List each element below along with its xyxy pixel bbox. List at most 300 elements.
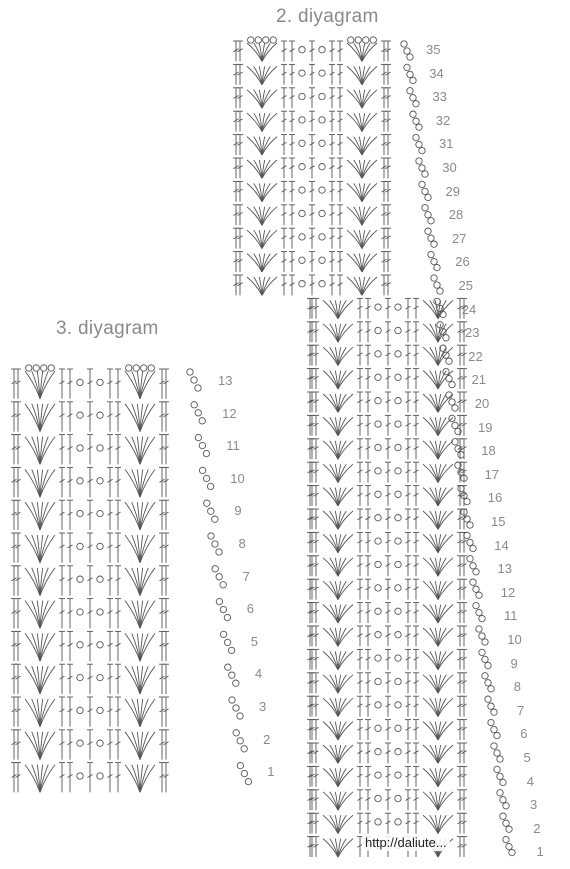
ring-stitch: [375, 678, 381, 684]
edge-chain-stitch: [422, 171, 428, 177]
edge-chain-stitch: [497, 790, 503, 796]
edge-chain-stitch: [473, 569, 479, 575]
ring-stitch: [395, 491, 401, 497]
shell-stitch: [25, 601, 55, 629]
ring-stitch: [375, 772, 381, 778]
row-number-label: 18: [481, 443, 496, 459]
shell-stitch: [423, 417, 453, 435]
edge-chain-stitch: [233, 705, 239, 711]
shell-stitch: [323, 768, 353, 786]
ring-stitch: [319, 140, 325, 146]
edge-chain-stitch: [401, 41, 407, 47]
shell-stitch: [347, 137, 377, 155]
row-number-label: 6: [246, 601, 254, 617]
edge-chain-stitch: [476, 592, 482, 598]
edge-chain-stitch: [452, 439, 458, 445]
edge-chain-stitch: [500, 779, 506, 785]
edge-chain-stitch: [241, 770, 247, 776]
edge-chain-stitch: [434, 282, 440, 288]
ring-stitch: [375, 561, 381, 567]
shell-stitch: [323, 371, 353, 389]
edge-chain-stitch: [422, 205, 428, 211]
shell-stitch: [323, 441, 353, 459]
shell-stitch: [125, 469, 155, 497]
row-number-label: 29: [445, 183, 460, 199]
shell-stitch: [423, 488, 453, 506]
shell-stitch: [25, 633, 55, 661]
watermark: http://daliute...: [362, 834, 450, 851]
ring-stitch: [319, 164, 325, 170]
edge-chain-stitch: [458, 452, 464, 458]
shell-stitch: [423, 815, 453, 833]
edge-chain-stitch: [443, 335, 449, 341]
row-number-label: 12: [222, 405, 237, 421]
edge-chain-stitch: [473, 602, 479, 608]
edge-chain-stitch: [207, 483, 213, 489]
ring-stitch: [77, 379, 83, 385]
ring-stitch: [77, 740, 83, 746]
edge-chain-stitch: [479, 615, 485, 621]
edge-chain-stitch: [216, 549, 222, 555]
shell-stitch: [247, 230, 277, 248]
ring-stitch: [395, 538, 401, 544]
ring-stitch: [375, 819, 381, 825]
row-number-label: 8: [238, 536, 246, 551]
edge-chain-stitch: [434, 298, 440, 304]
edge-chain-stitch: [199, 418, 205, 424]
shell-stitch: [25, 535, 55, 563]
shell-stitch: [125, 535, 155, 563]
chain-stitch: [255, 37, 261, 43]
shell-stitch: [323, 558, 353, 576]
edge-chain-stitch: [485, 696, 491, 702]
ring-stitch: [375, 538, 381, 544]
shell-stitch: [25, 765, 55, 793]
edge-chain-stitch: [208, 533, 214, 539]
chain-stitch: [248, 37, 254, 43]
shell-stitch: [247, 137, 277, 155]
shell-stitch: [323, 534, 353, 552]
edge-chain-stitch: [199, 442, 205, 448]
edge-chain-stitch: [237, 762, 243, 768]
shell-stitch: [423, 698, 453, 716]
shell-stitch: [125, 568, 155, 596]
ring-stitch: [299, 234, 305, 240]
shell-stitch: [125, 502, 155, 530]
shell-stitch: [347, 230, 377, 248]
shell-stitch: [323, 581, 353, 599]
row-number-label: 28: [448, 207, 464, 223]
edge-chain-stitch: [413, 134, 419, 140]
row-number-label: 14: [494, 537, 509, 553]
ring-stitch: [319, 117, 325, 123]
row-number-label: 24: [461, 301, 477, 317]
edge-chain-stitch: [464, 498, 470, 504]
shell-stitch: [423, 651, 453, 669]
ring-stitch: [97, 445, 103, 451]
edge-chain-stitch: [494, 732, 500, 738]
edge-chain-stitch: [204, 500, 210, 506]
diagram-2-title: 2. diyagram: [276, 6, 379, 27]
edge-chain-stitch: [195, 410, 201, 416]
row-number-label: 31: [439, 136, 454, 152]
shell-stitch: [347, 207, 377, 225]
row-number-label: 9: [234, 503, 242, 519]
row-number-label: 7: [242, 568, 250, 584]
row-number-label: 16: [487, 490, 503, 506]
edge-chain-stitch: [506, 843, 512, 849]
row-number-label: 27: [452, 230, 467, 246]
shell-stitch: [347, 113, 377, 131]
edge-chain-stitch: [191, 402, 197, 408]
shell-stitch: [25, 568, 55, 596]
shell-stitch: [25, 365, 55, 399]
edge-chain-stitch: [503, 803, 509, 809]
ring-stitch: [375, 795, 381, 801]
edge-chain-stitch: [428, 251, 434, 257]
ring-stitch: [395, 444, 401, 450]
ring-stitch: [97, 642, 103, 648]
edge-chain-stitch: [220, 582, 226, 588]
shell-stitch: [323, 605, 353, 623]
row-number-label: 11: [504, 608, 518, 624]
shell-stitch: [25, 699, 55, 727]
diagram-2: [233, 37, 515, 857]
edge-chain-stitch: [497, 756, 503, 762]
edge-chain-stitch: [410, 77, 416, 83]
edge-chain-stitch: [476, 609, 482, 615]
edge-chain-stitch: [470, 563, 476, 569]
edge-chain-stitch: [503, 820, 509, 826]
shell-stitch: [323, 488, 353, 506]
row-number-label: 6: [520, 726, 528, 742]
shell-stitch: [323, 417, 353, 435]
ring-stitch: [375, 374, 381, 380]
ring-stitch: [375, 702, 381, 708]
edge-chain-stitch: [416, 158, 422, 164]
edge-chain-stitch: [195, 385, 201, 391]
shell-stitch: [347, 37, 377, 62]
ring-stitch: [375, 632, 381, 638]
ring-stitch: [395, 702, 401, 708]
edge-chain-stitch: [241, 746, 247, 752]
ring-stitch: [77, 576, 83, 582]
shell-stitch: [423, 394, 453, 412]
ring-stitch: [97, 707, 103, 713]
edge-chain-stitch: [479, 633, 485, 639]
ring-stitch: [77, 445, 83, 451]
edge-chain-stitch: [212, 516, 218, 522]
chain-stitch: [48, 365, 54, 371]
chain-stitch: [370, 37, 376, 43]
edge-chain-stitch: [404, 48, 410, 54]
ring-stitch: [395, 304, 401, 310]
shell-stitch: [25, 666, 55, 694]
shell-stitch: [247, 113, 277, 131]
shell-stitch: [247, 90, 277, 108]
ring-stitch: [319, 210, 325, 216]
edge-chain-stitch: [199, 467, 205, 473]
row-number-label: 20: [474, 396, 490, 411]
ring-stitch: [375, 421, 381, 427]
shell-stitch: [323, 745, 353, 763]
row-number-label: 35: [426, 42, 441, 57]
diagram-3-title: 3. diyagram: [56, 318, 159, 339]
row-number-label: 13: [497, 561, 512, 577]
row-number-label: 13: [218, 373, 233, 388]
edge-chain-stitch: [485, 662, 491, 668]
ring-stitch: [375, 515, 381, 521]
edge-chain-stitch: [467, 556, 473, 562]
edge-chain-stitch: [416, 124, 422, 130]
chain-stitch: [133, 365, 139, 371]
ring-stitch: [97, 510, 103, 516]
edge-chain-stitch: [464, 532, 470, 538]
shell-stitch: [323, 324, 353, 342]
shell-stitch: [323, 347, 353, 365]
shell-stitch: [323, 839, 353, 857]
edge-chain-stitch: [491, 709, 497, 715]
row-number-label: 9: [510, 655, 518, 671]
edge-chain-stitch: [434, 264, 440, 270]
shell-stitch: [423, 768, 453, 786]
shell-stitch: [423, 511, 453, 529]
shell-stitch: [323, 511, 353, 529]
edge-chain-stitch: [212, 541, 218, 547]
shell-stitch: [25, 732, 55, 760]
shell-stitch: [347, 66, 377, 84]
edge-chain-stitch: [488, 719, 494, 725]
shell-stitch: [347, 90, 377, 108]
shell-stitch: [423, 675, 453, 693]
row-number-label: 22: [468, 348, 483, 364]
ring-stitch: [77, 543, 83, 549]
shell-stitch: [323, 394, 353, 412]
edge-chain-stitch: [216, 598, 222, 604]
ring-stitch: [395, 515, 401, 521]
ring-stitch: [319, 257, 325, 263]
ring-stitch: [395, 468, 401, 474]
shell-stitch: [25, 469, 55, 497]
edge-chain-stitch: [437, 288, 443, 294]
chain-stitch: [26, 365, 32, 371]
shell-stitch: [125, 365, 155, 399]
ring-stitch: [319, 47, 325, 53]
ring-stitch: [395, 608, 401, 614]
edge-chain-stitch: [216, 574, 222, 580]
ring-stitch: [97, 609, 103, 615]
ring-stitch: [299, 70, 305, 76]
edge-chain-stitch: [416, 141, 422, 147]
shell-stitch: [247, 160, 277, 178]
edge-chain-stitch: [407, 54, 413, 60]
ring-stitch: [97, 478, 103, 484]
shell-stitch: [423, 722, 453, 740]
shell-stitch: [323, 628, 353, 646]
edge-chain-stitch: [208, 508, 214, 514]
ring-stitch: [395, 585, 401, 591]
chain-stitch: [363, 37, 369, 43]
edge-chain-stitch: [494, 766, 500, 772]
edge-chain-stitch: [419, 147, 425, 153]
shell-stitch: [247, 183, 277, 201]
ring-stitch: [375, 655, 381, 661]
ring-stitch: [395, 327, 401, 333]
edge-chain-stitch: [228, 647, 234, 653]
row-number-label: 10: [507, 632, 522, 647]
row-number-label: 34: [429, 65, 444, 81]
row-number-label: 2: [263, 731, 271, 747]
row-number-label: 33: [432, 89, 447, 105]
ring-stitch: [375, 585, 381, 591]
edge-chain-stitch: [237, 713, 243, 719]
ring-stitch: [97, 576, 103, 582]
chain-stitch: [348, 37, 354, 43]
shell-stitch: [247, 37, 277, 62]
ring-stitch: [395, 374, 401, 380]
edge-chain-stitch: [220, 606, 226, 612]
chain-stitch: [141, 365, 147, 371]
edge-chain-stitch: [233, 680, 239, 686]
shell-stitch: [423, 534, 453, 552]
row-number-label: 4: [526, 773, 534, 789]
shell-stitch: [423, 300, 453, 318]
shell-stitch: [125, 699, 155, 727]
row-number-label: 7: [517, 702, 525, 718]
edge-chain-stitch: [225, 664, 231, 670]
ring-stitch: [395, 772, 401, 778]
shell-stitch: [247, 66, 277, 84]
ring-stitch: [395, 678, 401, 684]
row-number-label: 3: [530, 797, 538, 813]
ring-stitch: [77, 674, 83, 680]
edge-chain-stitch: [470, 579, 476, 585]
ring-stitch: [299, 93, 305, 99]
ring-stitch: [375, 327, 381, 333]
ring-stitch: [395, 561, 401, 567]
ring-stitch: [375, 351, 381, 357]
edge-chain-stitch: [431, 241, 437, 247]
edge-chain-stitch: [482, 656, 488, 662]
edge-chain-stitch: [446, 358, 452, 364]
ring-stitch: [375, 398, 381, 404]
shell-stitch: [423, 441, 453, 459]
ring-stitch: [375, 468, 381, 474]
edge-chain-stitch: [449, 399, 455, 405]
row-number-label: 23: [465, 325, 480, 341]
ring-stitch: [299, 257, 305, 263]
shell-stitch: [323, 675, 353, 693]
shell-stitch: [323, 815, 353, 833]
row-number-label: 17: [484, 466, 499, 482]
shell-stitch: [125, 633, 155, 661]
edge-chain-stitch: [425, 228, 431, 234]
edge-chain-stitch: [452, 422, 458, 428]
ring-stitch: [77, 510, 83, 516]
edge-chain-stitch: [503, 836, 509, 842]
ring-stitch: [77, 478, 83, 484]
shell-stitch: [323, 651, 353, 669]
edge-chain-stitch: [220, 631, 226, 637]
edge-chain-stitch: [203, 475, 209, 481]
row-number-label: 3: [259, 699, 267, 714]
row-number-label: 4: [254, 666, 263, 682]
edge-chain-stitch: [446, 375, 452, 381]
edge-chain-stitch: [458, 485, 464, 491]
edge-chain-stitch: [413, 118, 419, 124]
edge-chain-stitch: [476, 626, 482, 632]
shell-stitch: [125, 732, 155, 760]
row-number-label: 25: [458, 278, 473, 293]
edge-chain-stitch: [488, 703, 494, 709]
ring-stitch: [395, 421, 401, 427]
ring-stitch: [299, 47, 305, 53]
edge-chain-stitch: [237, 738, 243, 744]
edge-chain-stitch: [479, 649, 485, 655]
edge-chain-stitch: [191, 377, 197, 383]
ring-stitch: [77, 773, 83, 779]
edge-chain-stitch: [497, 773, 503, 779]
ring-stitch: [395, 398, 401, 404]
ring-stitch: [77, 642, 83, 648]
shell-stitch: [347, 254, 377, 272]
shell-stitch: [125, 404, 155, 432]
edge-chain-stitch: [413, 101, 419, 107]
ring-stitch: [299, 117, 305, 123]
edge-chain-stitch: [428, 218, 434, 224]
row-number-label: 15: [491, 514, 506, 529]
shell-stitch: [423, 464, 453, 482]
shell-stitch: [125, 601, 155, 629]
row-number-label: 8: [513, 679, 521, 695]
shell-stitch: [323, 300, 353, 318]
edge-chain-stitch: [425, 194, 431, 200]
edge-chain-stitch: [488, 686, 494, 692]
shell-stitch: [423, 581, 453, 599]
ring-stitch: [395, 655, 401, 661]
edge-chain-stitch: [404, 64, 410, 70]
shell-stitch: [247, 277, 277, 295]
shell-stitch: [25, 437, 55, 465]
edge-chain-stitch: [449, 381, 455, 387]
edge-chain-stitch: [212, 566, 218, 572]
edge-chain-stitch: [470, 545, 476, 551]
edge-chain-stitch: [229, 672, 235, 678]
shell-stitch: [423, 745, 453, 763]
edge-chain-stitch: [195, 434, 201, 440]
ring-stitch: [319, 187, 325, 193]
ring-stitch: [97, 543, 103, 549]
ring-stitch: [395, 725, 401, 731]
ring-stitch: [319, 93, 325, 99]
edge-chain-stitch: [452, 405, 458, 411]
ring-stitch: [375, 749, 381, 755]
shell-stitch: [323, 722, 353, 740]
ring-stitch: [97, 674, 103, 680]
edge-chain-stitch: [233, 730, 239, 736]
shell-stitch: [423, 628, 453, 646]
shell-stitch: [323, 698, 353, 716]
row-number-label: 5: [523, 750, 531, 765]
chain-stitch: [148, 365, 154, 371]
shell-stitch: [347, 183, 377, 201]
row-number-label: 2: [533, 820, 541, 836]
shell-stitch: [25, 404, 55, 432]
edge-chain-stitch: [407, 88, 413, 94]
chain-stitch: [33, 365, 39, 371]
shell-stitch: [125, 437, 155, 465]
ring-stitch: [97, 740, 103, 746]
